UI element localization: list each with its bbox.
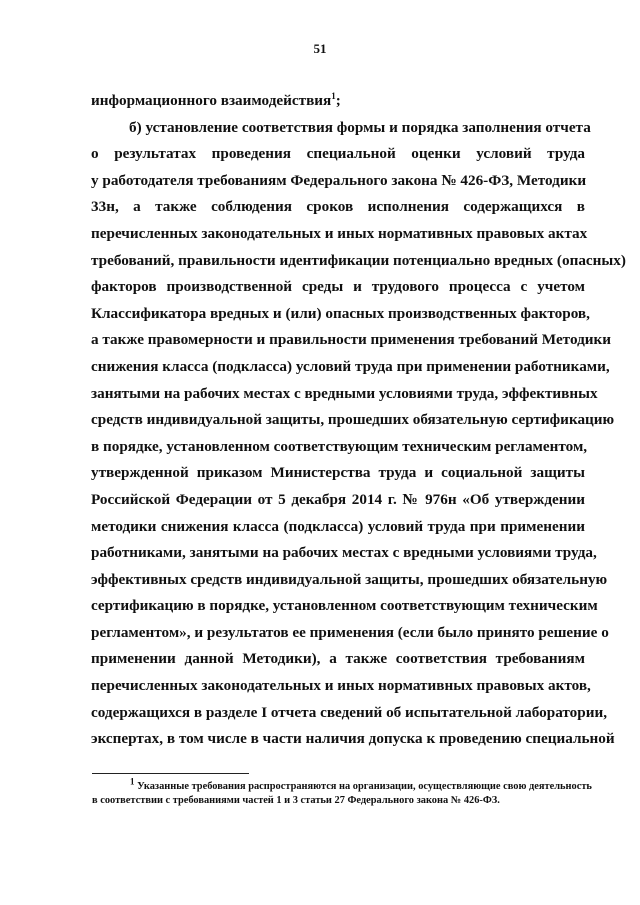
text-line: 33н, а также соблюдения сроков исполнения содержащихся в [91, 198, 585, 216]
text-line: работниками, занятыми на рабочих местах с вредными условиями труда, [91, 544, 597, 562]
footnote-line-2: в соответствии с требованиями частей 1 и 3 статьи 27 Федерального закона № 426-ФЗ. [92, 795, 500, 806]
text-line: занятыми на рабочих местах с вредными условиями труда, эффективных [91, 384, 598, 402]
text-line: а также правомерности и правильности применения требований Методики [91, 331, 612, 349]
text-line: о результатах проведения специальной оценки условий труда [91, 145, 585, 163]
text-line: Классификатора вредных и (или) опасных производственных факторов, [91, 304, 590, 322]
first-line-text: информационного взаимодействия [91, 92, 332, 109]
paragraph-b-start: б) установление соответствия формы и порядка заполнения отчета [129, 118, 591, 136]
text-line: регламентом», и результатов ее применения (если было принято решение о [91, 623, 609, 641]
text-line: перечисленных законодательных и иных нормативных правовых актах [91, 224, 588, 242]
text-line: у работодателя требованиям Федерального закона № 426-ФЗ, Методики [91, 171, 587, 189]
footnote [92, 776, 592, 808]
text-line: перечисленных законодательных и иных нормативных правовых актов, [91, 677, 591, 695]
footnote-text-1: Указанные требования распространяются на организации, осуществляющие свою деятельность [137, 781, 592, 792]
text-line: Российской Федерации от 5 декабря 2014 г. № 976н «Об утверждении [91, 490, 585, 508]
footnote-line-1 [92, 776, 592, 794]
footnote-divider [92, 773, 249, 774]
text-line: средств индивидуальной защиты, прошедших обязательную сертификацию [91, 411, 615, 429]
text-line: сертификацию в порядке, установленном соответствующим техническим [91, 597, 598, 615]
text-line: методики снижения класса (подкласса) условий труда при применении [91, 517, 585, 535]
text-line: требований, правильности идентификации потенциально вредных (опасных) [91, 251, 626, 269]
text-line-0 [91, 88, 585, 115]
footnote-reference[interactable]: 1 [331, 90, 336, 101]
text-line: содержащихся в разделе I отчета сведений об испытательной лаборатории, [91, 703, 607, 721]
text-line: утвержденной приказом Министерства труда и социальной защиты [91, 464, 585, 482]
first-line-tail: ; [335, 92, 341, 109]
page-number: 51 [313, 41, 327, 56]
text-line: эффективных средств индивидуальной защиты, прошедших обязательную [91, 570, 608, 588]
text-line: экспертах, в том числе в части наличия допуска к проведению специальной [91, 730, 615, 748]
body-text [91, 88, 626, 753]
text-line: снижения класса (подкласса) условий труда при применении работниками, [91, 357, 610, 375]
text-line: факторов производственной среды и трудового процесса с учетом [91, 278, 585, 296]
text-line: в порядке, установленном соответствующим техническим регламентом, [91, 437, 588, 455]
text-line: применении данной Методики), а также соответствия требованиям [91, 650, 585, 668]
footnote-marker: 1 [130, 776, 135, 787]
